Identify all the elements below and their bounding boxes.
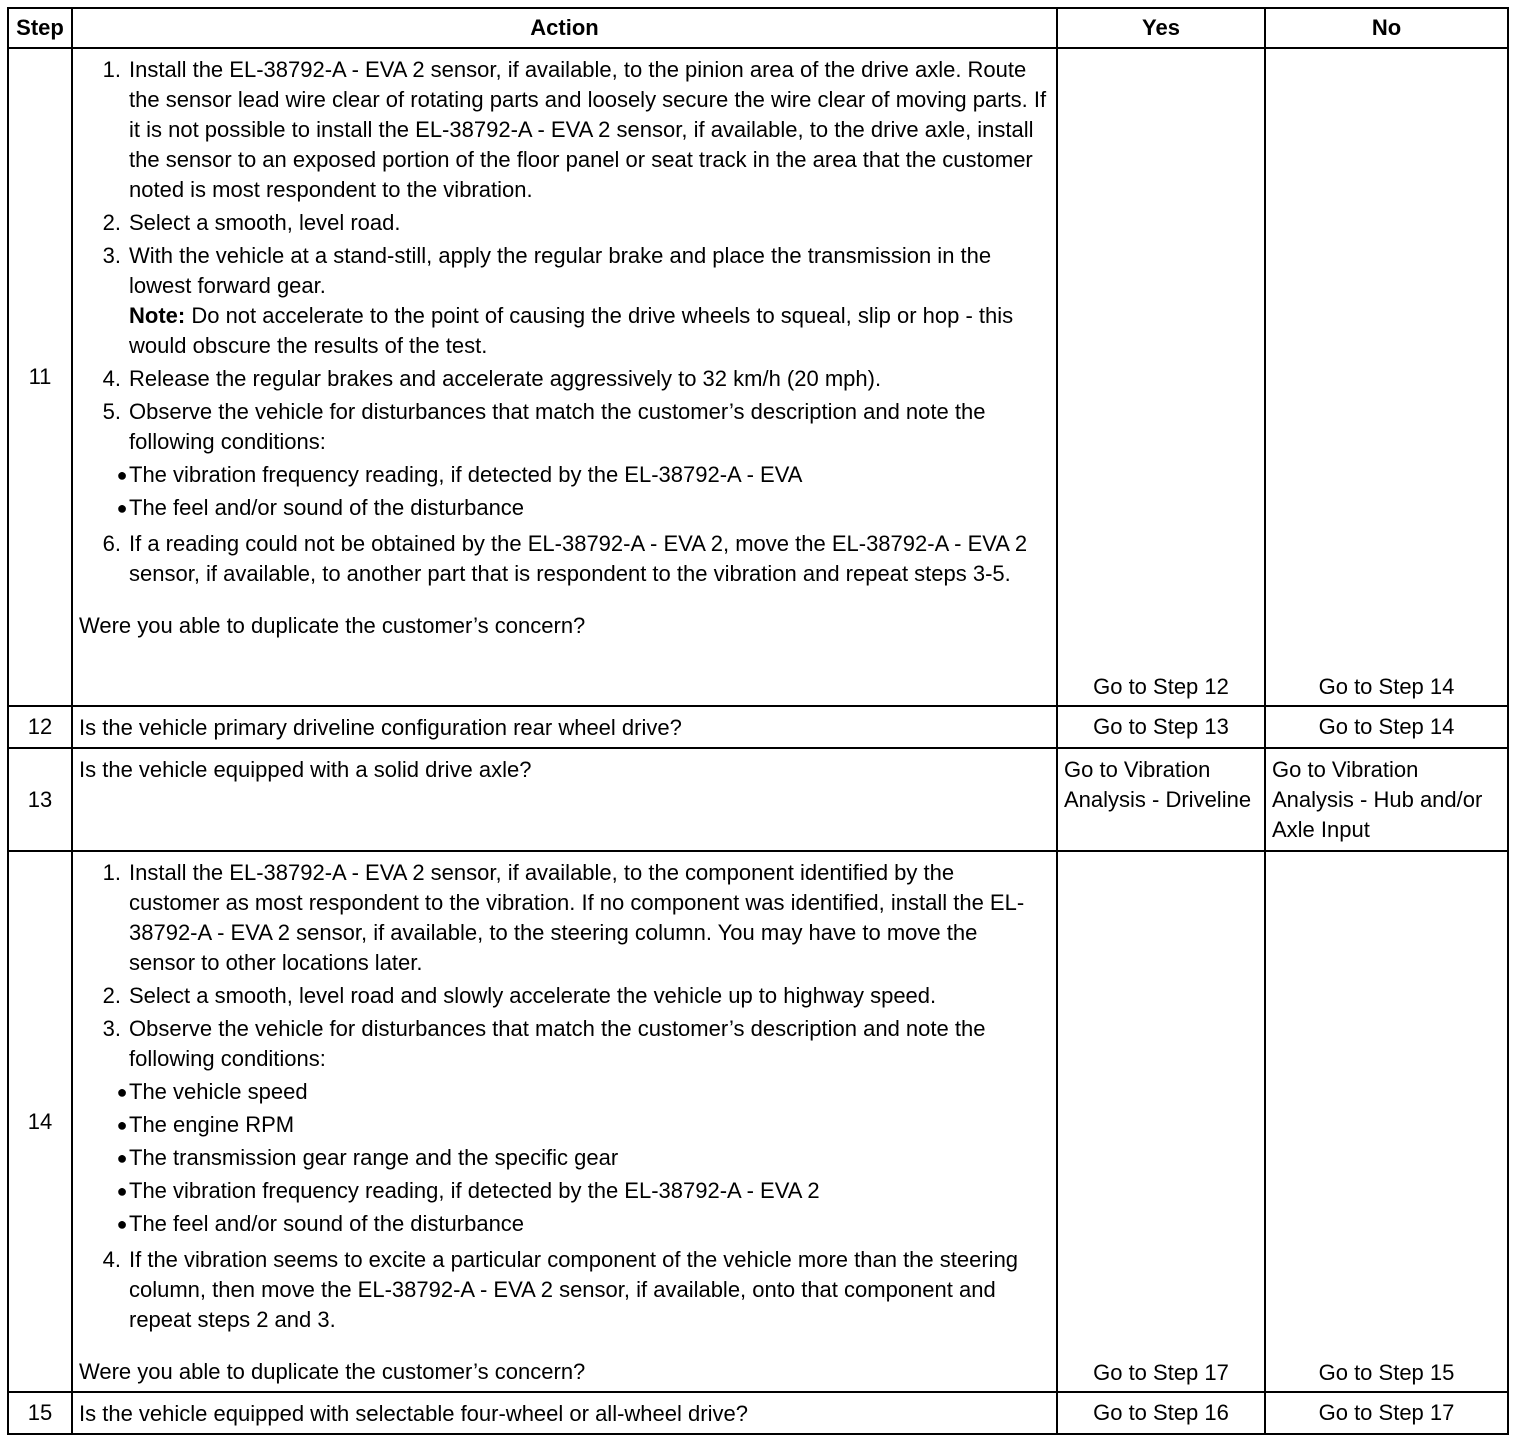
bullet-list — [79, 460, 1048, 523]
item-number: 4. — [102, 366, 121, 391]
item-number: 2. — [102, 983, 121, 1008]
list-item — [79, 208, 1048, 238]
item-number: 5. — [102, 399, 121, 424]
list-item — [79, 397, 1048, 526]
item-text-main: With the vehicle at a stand-still, apply the regular brake and place the transmission in the lowest forward gear. — [129, 243, 992, 298]
step-number: 15 — [8, 1392, 72, 1434]
action-cell — [72, 851, 1057, 1392]
step-number: 13 — [8, 748, 72, 851]
yes-cell: Go to Step 17 — [1057, 851, 1265, 1392]
bullet-icon: ● — [116, 1082, 128, 1102]
action-cell — [72, 48, 1057, 706]
item-number: 2. — [102, 210, 121, 235]
list-item — [79, 858, 1048, 978]
step-number: 12 — [8, 706, 72, 748]
item-text: Install the EL-38792-A - EVA 2 sensor, if available, to the pinion area of the drive axle. Route the sensor lead wire clear of rotating parts and loosely secure the wire clear of moving parts. If it is not possible to install the EL-38792-A - EVA 2 sensor, if available, to the drive axle, install the sensor to an exposed portion of the floor panel or seat track in the area that the customer noted is most respondent to the vibration. — [129, 57, 1047, 202]
bullet-item — [79, 1176, 1048, 1206]
bullet-item — [79, 1077, 1048, 1107]
bullet-icon: ● — [116, 465, 128, 485]
yes-cell: Go to Vibration Analysis - Driveline — [1057, 748, 1265, 851]
header-yes: Yes — [1057, 8, 1265, 48]
item-number: 4. — [102, 1247, 121, 1272]
header-step: Step — [8, 8, 72, 48]
bullet-icon: ● — [116, 1115, 128, 1135]
item-text — [129, 241, 1048, 361]
header-row — [8, 8, 1508, 48]
note-label: Note: — [129, 303, 186, 328]
question-text: Is the vehicle equipped with a solid drive axle? — [72, 748, 1057, 851]
table-row — [8, 706, 1508, 748]
bullet-item — [79, 493, 1048, 523]
item-number: 3. — [102, 1016, 121, 1041]
item-text — [116, 397, 1048, 526]
item-text: If the vibration seems to excite a particular component of the vehicle more than the steering column, then move the EL-38792-A - EVA 2 sensor, if available, onto that component and repeat steps 2 and 3. — [129, 1247, 1019, 1332]
item-number: 1. — [102, 57, 121, 82]
bullet-text: The feel and/or sound of the disturbance — [129, 1211, 525, 1236]
item-number: 6. — [102, 531, 121, 556]
question-text: Were you able to duplicate the customer’s concern? — [79, 1359, 586, 1384]
yes-cell: Go to Step 16 — [1057, 1392, 1265, 1434]
no-cell: Go to Vibration Analysis - Hub and/or Axle Input — [1265, 748, 1508, 851]
item-text-main: Observe the vehicle for disturbances that match the customer’s description and note the following conditions: — [129, 399, 986, 454]
list-item — [79, 981, 1048, 1011]
step-number: 11 — [8, 48, 72, 706]
item-text: Release the regular brakes and accelerate aggressively to 32 km/h (20 mph). — [129, 366, 882, 391]
bullet-item — [79, 1110, 1048, 1140]
bullet-list — [79, 1077, 1048, 1239]
no-cell: Go to Step 14 — [1265, 48, 1508, 706]
item-text-main: Observe the vehicle for disturbances that match the customer’s description and note the following conditions: — [129, 1016, 986, 1071]
table-row — [8, 48, 1508, 706]
item-number: 1. — [102, 860, 121, 885]
question-text: Is the vehicle equipped with selectable four-wheel or all-wheel drive? — [72, 1392, 1057, 1434]
table-row — [8, 1392, 1508, 1434]
bullet-icon: ● — [116, 1181, 128, 1201]
diagnostic-table — [7, 7, 1509, 1435]
list-item — [79, 1014, 1048, 1242]
step-list — [79, 55, 1048, 589]
yes-cell: Go to Step 13 — [1057, 706, 1265, 748]
list-item — [79, 55, 1048, 205]
item-text: If a reading could not be obtained by the EL-38792-A - EVA 2, move the EL-38792-A - EVA 2 sensor, if available, to another part that is respondent to the vibration and repeat steps 3-5. — [129, 531, 1028, 586]
bullet-text: The transmission gear range and the specific gear — [129, 1145, 619, 1170]
header-no: No — [1265, 8, 1508, 48]
no-cell: Go to Step 14 — [1265, 706, 1508, 748]
no-cell: Go to Step 17 — [1265, 1392, 1508, 1434]
question-text: Were you able to duplicate the customer’s concern? — [79, 613, 586, 638]
item-text: Select a smooth, level road and slowly accelerate the vehicle up to highway speed. — [129, 983, 937, 1008]
bullet-item — [79, 1209, 1048, 1239]
step-list — [79, 858, 1048, 1335]
bullet-icon: ● — [116, 498, 128, 518]
header-action: Action — [72, 8, 1057, 48]
list-item — [79, 1245, 1048, 1335]
list-item — [79, 364, 1048, 394]
table-row — [8, 851, 1508, 1392]
bullet-text: The feel and/or sound of the disturbance — [129, 495, 525, 520]
no-cell: Go to Step 15 — [1265, 851, 1508, 1392]
bullet-icon: ● — [116, 1214, 128, 1234]
bullet-item — [79, 1143, 1048, 1173]
bullet-item — [79, 460, 1048, 490]
bullet-text: The vehicle speed — [129, 1079, 308, 1104]
step-number: 14 — [8, 851, 72, 1392]
item-text: Select a smooth, level road. — [129, 210, 401, 235]
bullet-text: The vibration frequency reading, if detected by the EL-38792-A - EVA — [129, 462, 803, 487]
list-item — [79, 529, 1048, 589]
item-number: 3. — [102, 243, 121, 268]
bullet-text: The vibration frequency reading, if detected by the EL-38792-A - EVA 2 — [129, 1178, 820, 1203]
list-item — [79, 241, 1048, 361]
table-row — [8, 748, 1508, 851]
yes-cell: Go to Step 12 — [1057, 48, 1265, 706]
question-text: Is the vehicle primary driveline configuration rear wheel drive? — [72, 706, 1057, 748]
bullet-text: The engine RPM — [129, 1112, 295, 1137]
note-text: Do not accelerate to the point of causing the drive wheels to squeal, slip or hop - this would obscure the results of the test. — [129, 303, 1014, 358]
bullet-icon: ● — [116, 1148, 128, 1168]
item-text — [116, 1014, 1048, 1242]
item-text: Install the EL-38792-A - EVA 2 sensor, if available, to the component identified by the customer as most respondent to the vibration. If no component was identified, install the EL-38792-A - EVA 2 sensor, if available, to the steering column. You may have to move the sensor to other locations later. — [129, 860, 1025, 975]
